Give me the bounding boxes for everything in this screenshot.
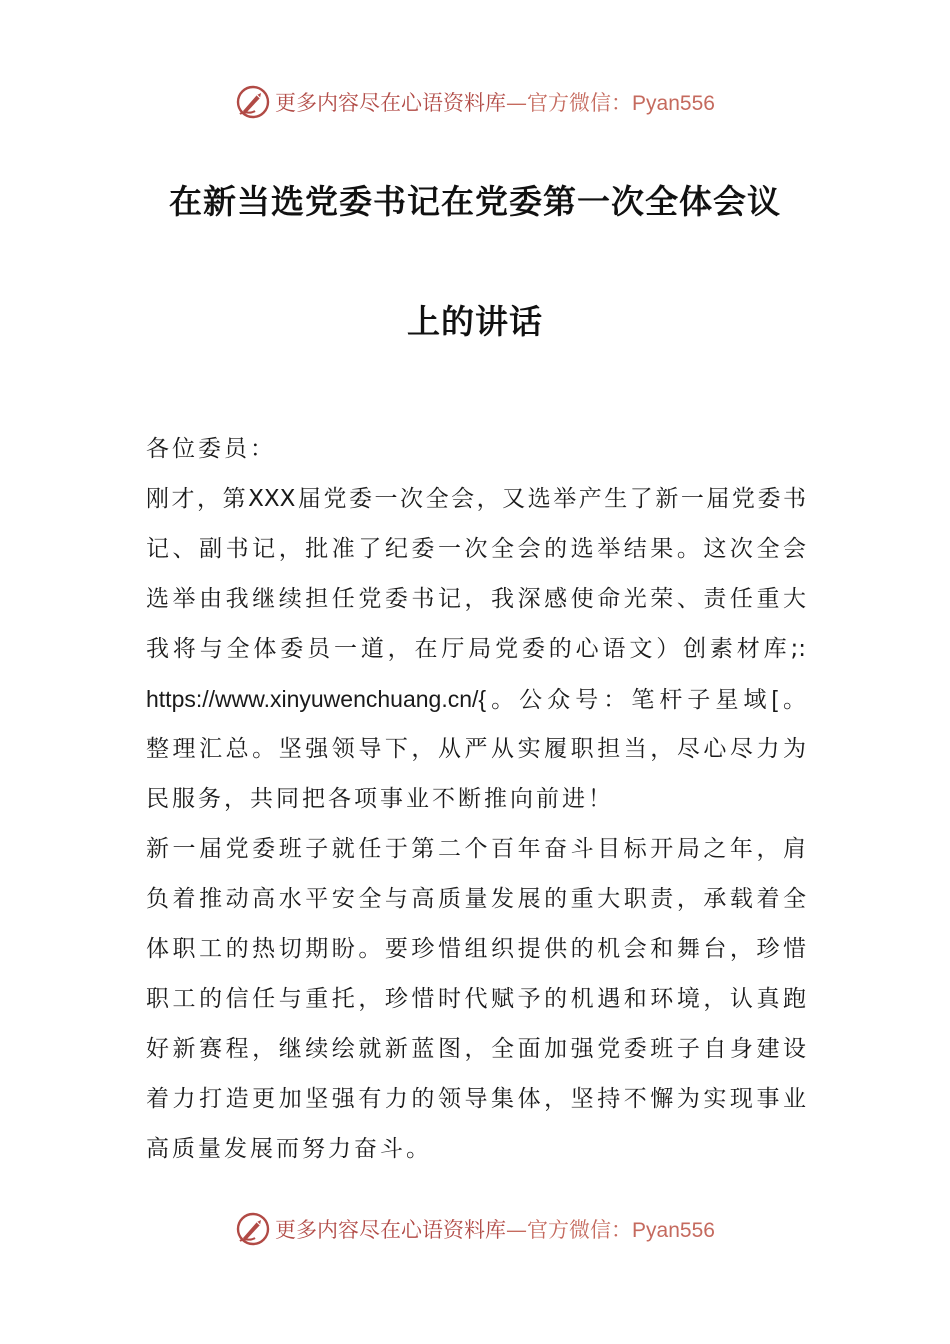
body-line: 我将与全体委员一道，在厅局党委的心语文）创素材库;: [146, 636, 806, 662]
watermark-contact-label: 官方微信： [527, 91, 633, 115]
watermark-site-name: 更多内容尽在心语资料库 [275, 1218, 507, 1242]
body-line: 负着推动高水平安全与高质量发展的重大职责，承载着全 [146, 886, 806, 912]
body-line: 新一届党委班子就任于第二个百年奋斗目标开局之年，肩 [146, 836, 806, 862]
watermark-dash: — [506, 91, 528, 115]
body-line: 刚才，第XXX届党委一次全会，又选举产生了新一届党委书 [146, 486, 806, 512]
salutation: 各位委员： [146, 436, 276, 462]
document-title-line-1: 在新当选党委书记在党委第一次全体会议 [169, 182, 781, 221]
body-line: 选举由我继续担任党委书记，我深感使命光荣、责任重大 [146, 586, 806, 612]
body-line: 着力打造更加坚强有力的领导集体，坚持不懈为实现事业 [146, 1086, 806, 1112]
body-line: 好新赛程，继续绘就新蓝图，全面加强党委班子自身建设 [146, 1036, 806, 1062]
document-body [146, 424, 806, 1174]
watermark-text [275, 1214, 715, 1244]
body-line: 整理汇总。坚强领导下，从严从实履职担当，尽心尽力为 [146, 736, 806, 762]
watermark-dash: — [506, 1218, 528, 1242]
body-line: 民服务，共同把各项事业不断推向前进！ [146, 786, 614, 812]
watermark-banner-top [0, 82, 950, 122]
body-line: 记、副书记，批准了纪委一次全会的选举结果。这次全会 [146, 536, 806, 562]
pen-nib-circle-icon [235, 1211, 271, 1247]
body-line: 职工的信任与重托，珍惜时代赋予的机遇和环境，认真跑 [146, 986, 806, 1012]
body-line: 高质量发展而努力奋斗。 [146, 1136, 432, 1162]
watermark-site-name: 更多内容尽在心语资料库 [275, 91, 507, 115]
document-title-line-2: 上的讲话 [407, 302, 543, 341]
body-line: 体职工的热切期盼。要珍惜组织提供的机会和舞台，珍惜 [146, 936, 806, 962]
body-line-url: https://www.xinyuwenchuang.cn/{。公众号：笔杆子星域[。 [146, 686, 806, 712]
pen-nib-circle-icon [235, 84, 271, 120]
watermark-banner-bottom [0, 1209, 950, 1249]
watermark-wechat-id: Pyan556 [632, 92, 715, 115]
watermark-contact-label: 官方微信： [527, 1218, 633, 1242]
watermark-wechat-id: Pyan556 [632, 1219, 715, 1242]
watermark-text [275, 87, 715, 117]
